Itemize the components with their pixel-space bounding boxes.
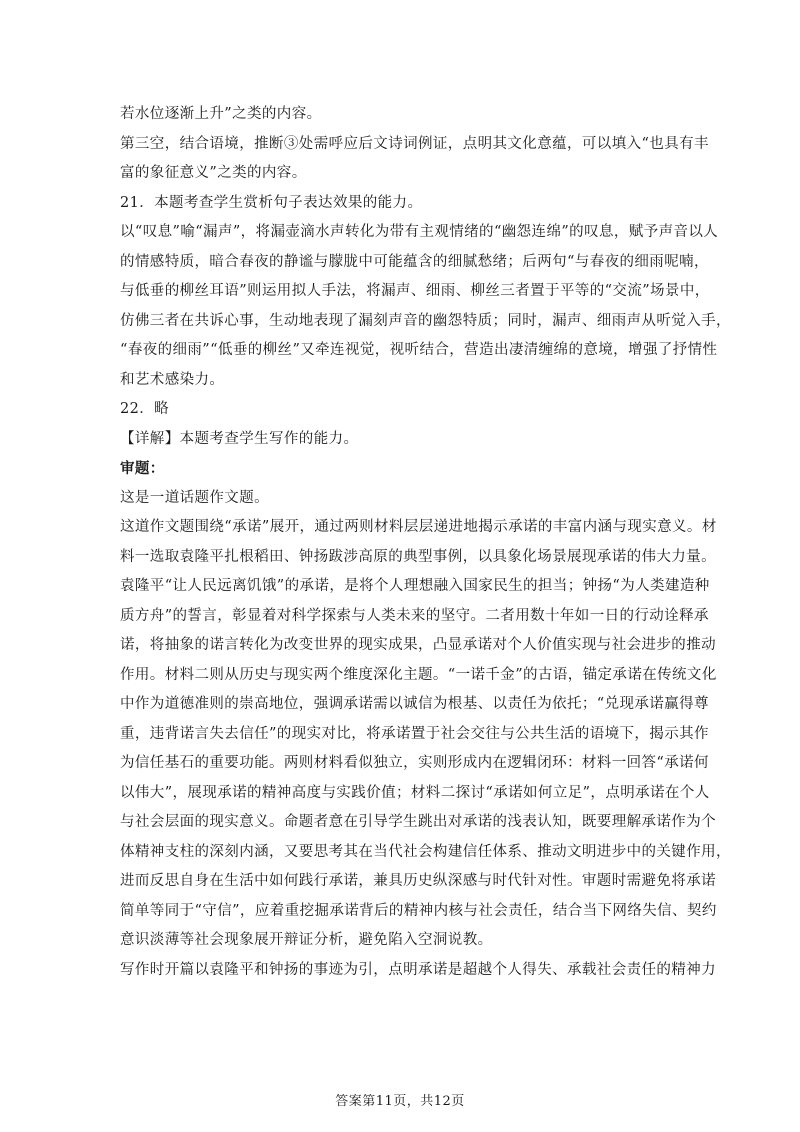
text-line: 进而反思自身在生活中如何践行承诺，兼具历史纵深感与时代针对性。审题时需避免将承诺 bbox=[120, 873, 716, 889]
text-line: 重，违背诺言失去信任”的现实对比，将承诺置于社会交往与公共生活的语境下，揭示其作 bbox=[120, 725, 709, 742]
text-line: 【详解】本题考查学生写作的能力。 bbox=[120, 430, 359, 447]
text-line: 为信任基石的重要功能。两则材料看似独立，实则形成内在逻辑闭环：材料一回答“承诺何 bbox=[120, 755, 709, 771]
text-line: 若水位逐渐上升”之类的内容。 bbox=[120, 106, 322, 122]
text-line: 写作时开篇以袁隆平和钟扬的事迹为引，点明承诺是超越个人得失、承载社会责任的精神力 bbox=[120, 961, 716, 978]
text-line: 第三空，结合语境，推断③处需呼应后文诗词例证，点明其文化意蕴，可以填入“也具有丰 bbox=[120, 135, 709, 152]
text-line: “春夜的细雨”“低垂的柳丝”又牵连视觉，视听结合，营造出凄清缠绵的意境，增强了抒情性 bbox=[120, 342, 718, 358]
document-body bbox=[120, 100, 731, 985]
text-line: 体精神支柱的深刻内涵，又要思考其在当代社会构建信任体系、推动文明进步中的关键作用， bbox=[120, 843, 731, 860]
text-line: 以伟大”，展现承诺的精神高度与实践价值；材料二探讨“承诺如何立足”，点明承诺在个人 bbox=[120, 784, 710, 801]
text-line: 料一选取袁隆平扎根稻田、钟扬跋涉高原的典型事例，以具象化场景展现承诺的伟大力量。 bbox=[120, 548, 716, 565]
text-line: 的情感特质，暗合春夜的静谧与朦胧中可能蕴含的细腻愁绪；后两句“与春夜的细雨呢喃， bbox=[120, 253, 709, 270]
text-line: 这道作文题围绕“承诺”展开，通过两则材料层层递进地揭示承诺的丰富内涵与现实意义。材 bbox=[120, 519, 717, 535]
text-line: 22．略 bbox=[120, 401, 170, 417]
text-line: 诺，将抽象的诺言转化为改变世界的现实成果，凸显承诺对个人价值实现与社会进步的推动 bbox=[120, 637, 716, 653]
text-line: 袁隆平“让人民远离饥饿”的承诺，是将个人理想融入国家民生的担当；钟扬“为人类建造种 bbox=[120, 578, 710, 594]
text-line: 简单等同于“守信”，应着重挖掘承诺背后的精神内核与社会责任，结合当下网络失信、契约 bbox=[120, 902, 717, 919]
text-line: 这是一道话题作文题。 bbox=[120, 489, 269, 506]
text-line: 质方舟”的誓言，彰显着对科学探索与人类未来的坚守。二者用数十年如一日的行动诠释承 bbox=[120, 607, 709, 624]
text-line: 以“叹息”喻“漏声”，将漏壶滴水声转化为带有主观情绪的“幽怨连绵”的叹息，赋予声音以人 bbox=[120, 224, 719, 240]
text-line: 作用。材料二则从历史与现实两个维度深化主题。“一诺千金”的古语，锚定承诺在传统文化 bbox=[120, 666, 717, 683]
text-line: 与低垂的柳丝耳语”则运用拟人手法，将漏声、细雨、柳丝三者置于平等的“交流”场景中， bbox=[120, 283, 710, 299]
text-line: 和艺术感染力。 bbox=[120, 371, 225, 388]
text-line: 仿佛三者在共诉心事，生动地表现了漏刻声音的幽怨特质；同时，漏声、细雨声从听觉入手， bbox=[120, 312, 731, 329]
text-line: 中作为道德准则的崇高地位，强调承诺需以诚信为根基、以责任为依托；“兑现承诺赢得尊 bbox=[120, 696, 709, 712]
section-heading: 审题： bbox=[120, 460, 165, 477]
text-line: 富的象征意义”之类的内容。 bbox=[120, 165, 307, 181]
text-line: 与社会层面的现实意义。命题者意在引导学生跳出对承诺的浅表认知，既要理解承诺作为个 bbox=[120, 814, 716, 830]
page-footer: 答案第11页，共12页 bbox=[335, 1094, 465, 1109]
text-line: 21．本题考查学生赏析句子表达效果的能力。 bbox=[120, 194, 423, 211]
text-line: 意识淡薄等社会现象展开辩证分析，避免陷入空洞说教。 bbox=[120, 932, 493, 948]
